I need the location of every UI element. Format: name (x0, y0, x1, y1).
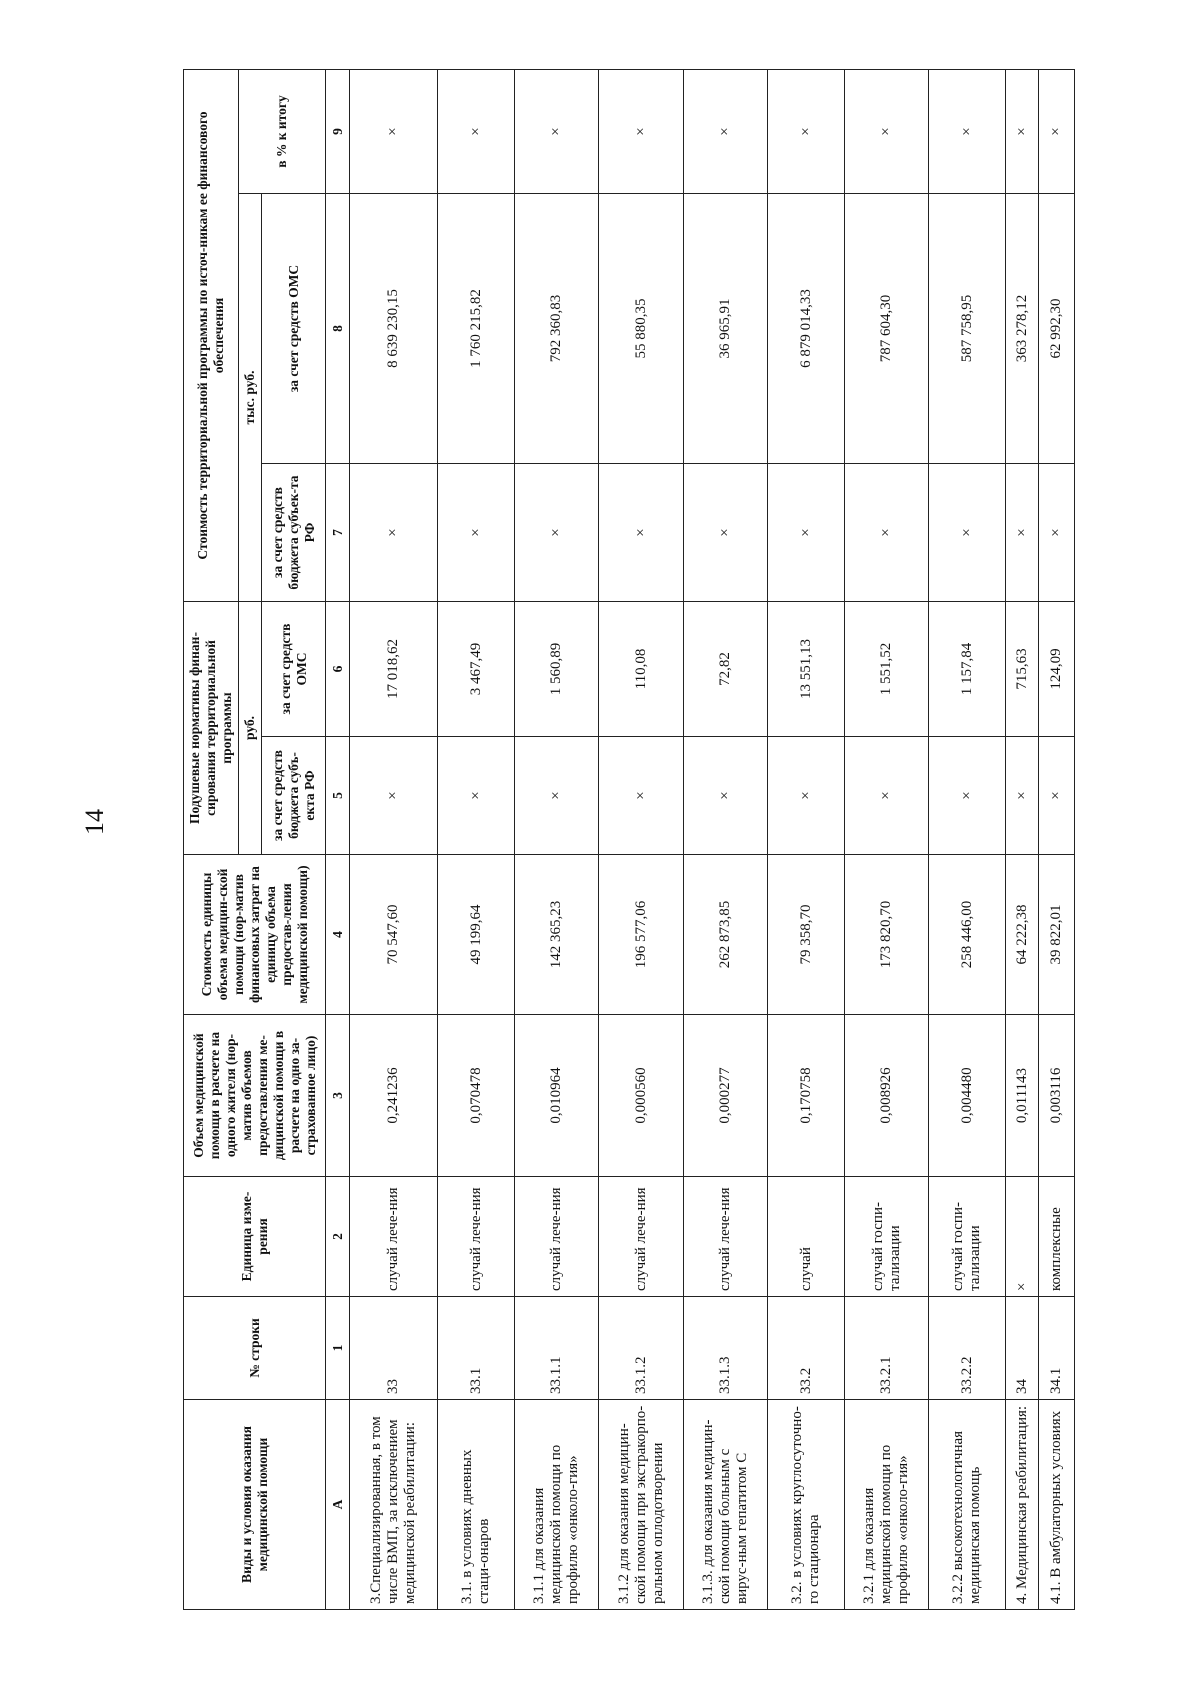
row-total-oms: 36 965,91 (684, 194, 768, 464)
row-code: 33.1.1 (515, 1297, 599, 1400)
row-percent: × (1039, 70, 1075, 194)
row-total-oms: 363 278,12 (1006, 194, 1039, 464)
table-body (350, 70, 1075, 1610)
row-percent: × (599, 70, 684, 194)
header-col-1: № строки (184, 1297, 326, 1400)
row-per-capita-budget: × (515, 737, 599, 855)
row-volume: 0,004480 (929, 1015, 1006, 1177)
row-unit-cost: 79 358,70 (768, 855, 845, 1015)
row-per-capita-oms: 3 467,49 (438, 602, 515, 737)
row-code: 33 (350, 1297, 438, 1400)
row-code: 33.2 (768, 1297, 845, 1400)
table-row (350, 70, 438, 1610)
row-unit: случай (768, 1177, 845, 1297)
row-unit-cost: 64 222,38 (1006, 855, 1039, 1015)
row-unit-cost: 39 822,01 (1039, 855, 1075, 1015)
column-number: 8 (326, 194, 350, 464)
row-per-capita-budget: × (1039, 737, 1075, 855)
header-rub: руб. (239, 602, 262, 855)
financing-table (183, 69, 1075, 1610)
row-total-oms: 587 758,95 (929, 194, 1006, 464)
column-number: 1 (326, 1297, 350, 1400)
row-unit: случай лече-ния (684, 1177, 768, 1297)
row-total-oms: 8 639 230,15 (350, 194, 438, 464)
page-number: 14 (80, 809, 109, 835)
row-total-oms: 787 604,30 (845, 194, 929, 464)
row-code: 33.1.2 (599, 1297, 684, 1400)
row-unit-cost: 142 365,23 (515, 855, 599, 1015)
row-unit: случай лече-ния (599, 1177, 684, 1297)
header-col-7: за счет средств бюджета субъек-та РФ (262, 464, 326, 602)
row-per-capita-budget: × (350, 737, 438, 855)
row-total-budget: × (350, 464, 438, 602)
row-percent: × (515, 70, 599, 194)
row-name: 4.1. В амбулаторных условиях (1039, 1400, 1075, 1610)
row-volume: 0,010964 (515, 1015, 599, 1177)
row-volume: 0,000560 (599, 1015, 684, 1177)
row-per-capita-oms: 1 157,84 (929, 602, 1006, 737)
column-number: 3 (326, 1015, 350, 1177)
row-code: 33.1.3 (684, 1297, 768, 1400)
table-row (768, 70, 845, 1610)
column-number: 7 (326, 464, 350, 602)
row-unit-cost: 258 446,00 (929, 855, 1006, 1015)
table-row (1006, 70, 1039, 1610)
header-col-3: Объем медицинской помощи в расчете на одного жителя (нор-матив объемов предоставления ме-дицинской помощи в расчете на одно за-страхованное лицо) (184, 1015, 326, 1177)
row-total-budget: × (929, 464, 1006, 602)
column-number: 2 (326, 1177, 350, 1297)
header-col-9: в % к итогу (239, 70, 326, 194)
row-name: 3.1.2 для оказания медицин-ской помощи при экстракорпо-ральном оплодотворении (599, 1400, 684, 1610)
row-total-budget: × (1039, 464, 1075, 602)
row-percent: × (845, 70, 929, 194)
row-name: 3.2. в условиях круглосуточно-го стационара (768, 1400, 845, 1610)
row-total-oms: 1 760 215,82 (438, 194, 515, 464)
row-unit: × (1006, 1177, 1039, 1297)
row-total-budget: × (768, 464, 845, 602)
row-name: 3.2.1 для оказания медицинской помощи по профилю «онколо-гия» (845, 1400, 929, 1610)
row-total-oms: 6 879 014,33 (768, 194, 845, 464)
row-per-capita-oms: 72,82 (684, 602, 768, 737)
header-group-cost: Стоимость территориальной программы по источ-никам ее финансового обеспечения (184, 70, 239, 602)
row-per-capita-oms: 13 551,13 (768, 602, 845, 737)
row-per-capita-oms: 1 560,89 (515, 602, 599, 737)
row-per-capita-budget: × (929, 737, 1006, 855)
row-name: 4. Медицинская реабилитация: (1006, 1400, 1039, 1610)
row-per-capita-budget: × (1006, 737, 1039, 855)
row-code: 33.2.1 (845, 1297, 929, 1400)
row-name: 3.1.3. для оказания медицин-ской помощи больным с вирус-ным гепатитом С (684, 1400, 768, 1610)
column-number: 5 (326, 737, 350, 855)
row-total-budget: × (515, 464, 599, 602)
row-unit: случай лече-ния (438, 1177, 515, 1297)
row-per-capita-budget: × (599, 737, 684, 855)
row-percent: × (1006, 70, 1039, 194)
row-total-oms: 792 360,83 (515, 194, 599, 464)
table-row (438, 70, 515, 1610)
row-per-capita-oms: 17 018,62 (350, 602, 438, 737)
row-total-budget: × (599, 464, 684, 602)
row-total-budget: × (438, 464, 515, 602)
rotated-table-container (183, 70, 1065, 1610)
column-number: А (326, 1400, 350, 1610)
row-unit-cost: 173 820,70 (845, 855, 929, 1015)
row-unit: случай госпи-тализации (929, 1177, 1006, 1297)
row-percent: × (350, 70, 438, 194)
column-number: 6 (326, 602, 350, 737)
row-volume: 0,008926 (845, 1015, 929, 1177)
row-per-capita-oms: 715,63 (1006, 602, 1039, 737)
row-unit: случай лече-ния (350, 1177, 438, 1297)
header-group-norms: Подушевые нормативы финан-сирования территориальной программы (184, 602, 239, 855)
header-thous-rub: тыс. руб. (239, 194, 262, 602)
row-code: 34 (1006, 1297, 1039, 1400)
row-total-oms: 62 992,30 (1039, 194, 1075, 464)
row-unit-cost: 262 873,85 (684, 855, 768, 1015)
table-row (929, 70, 1006, 1610)
row-total-budget: × (845, 464, 929, 602)
row-percent: × (768, 70, 845, 194)
row-volume: 0,070478 (438, 1015, 515, 1177)
row-per-capita-oms: 1 551,52 (845, 602, 929, 737)
header-col-5: за счет средств бюджета субъ-екта РФ (262, 737, 326, 855)
row-unit-cost: 196 577,06 (599, 855, 684, 1015)
row-volume: 0,003116 (1039, 1015, 1075, 1177)
row-code: 33.1 (438, 1297, 515, 1400)
row-code: 33.2.2 (929, 1297, 1006, 1400)
row-total-budget: × (1006, 464, 1039, 602)
row-unit: комплексные (1039, 1177, 1075, 1297)
column-number: 9 (326, 70, 350, 194)
row-volume: 0,241236 (350, 1015, 438, 1177)
row-name: 3.1. в условиях дневных стаци-онаров (438, 1400, 515, 1610)
row-percent: × (684, 70, 768, 194)
row-per-capita-oms: 124,09 (1039, 602, 1075, 737)
header-col-4: Стоимость единицы объема медицин-ской помощи (нор-матив финансовых затрат на единицу объема предостав-ления медицинской помощи) (184, 855, 326, 1015)
row-percent: × (438, 70, 515, 194)
table-row (845, 70, 929, 1610)
row-name: 3.1.1 для оказания медицинской помощи по профилю «онколо-гия» (515, 1400, 599, 1610)
row-per-capita-budget: × (845, 737, 929, 855)
row-name: 3.Специализированная, в том числе ВМП, за исключением медицинской реабилитации: (350, 1400, 438, 1610)
row-code: 34.1 (1039, 1297, 1075, 1400)
table-row (1039, 70, 1075, 1610)
row-per-capita-oms: 110,08 (599, 602, 684, 737)
row-unit: случай госпи-тализации (845, 1177, 929, 1297)
header-col-a: Виды и условия оказания медицинской помощи (184, 1400, 326, 1610)
table-row (684, 70, 768, 1610)
row-volume: 0,000277 (684, 1015, 768, 1177)
row-per-capita-budget: × (768, 737, 845, 855)
table-row (599, 70, 684, 1610)
header-col-2: Единица изме-рения (184, 1177, 326, 1297)
row-unit: случай лече-ния (515, 1177, 599, 1297)
header-col-8: за счет средств ОМС (262, 194, 326, 464)
row-total-oms: 55 880,35 (599, 194, 684, 464)
row-volume: 0,011143 (1006, 1015, 1039, 1177)
row-total-budget: × (684, 464, 768, 602)
column-number: 4 (326, 855, 350, 1015)
table-row (515, 70, 599, 1610)
row-per-capita-budget: × (684, 737, 768, 855)
row-per-capita-budget: × (438, 737, 515, 855)
row-volume: 0,170758 (768, 1015, 845, 1177)
row-percent: × (929, 70, 1006, 194)
row-name: 3.2.2 высокотехнологичная медицинская помощь (929, 1400, 1006, 1610)
header-col-6: за счет средств ОМС (262, 602, 326, 737)
row-unit-cost: 70 547,60 (350, 855, 438, 1015)
row-unit-cost: 49 199,64 (438, 855, 515, 1015)
